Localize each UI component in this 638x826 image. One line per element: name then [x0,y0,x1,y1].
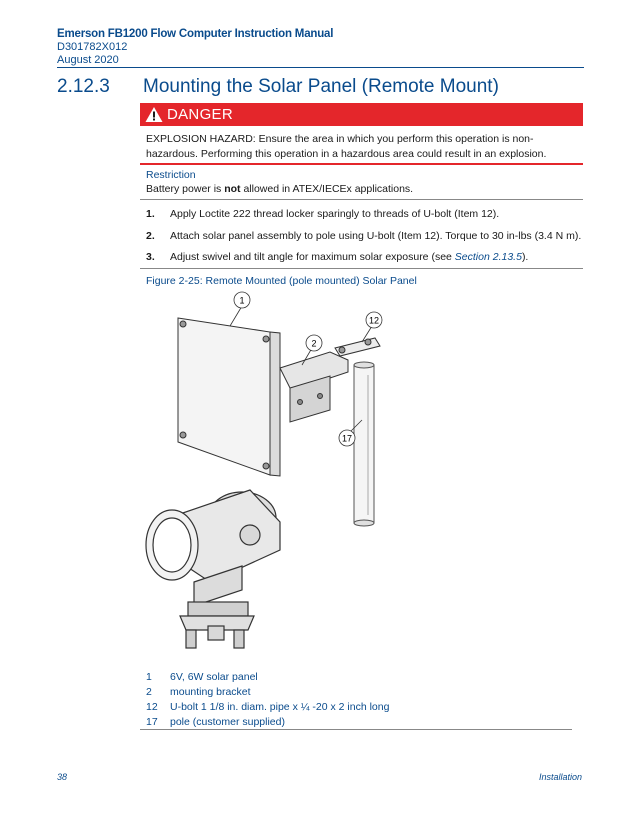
step-item [146,207,586,229]
figure-caption: Figure 2-25: Remote Mounted (pole mounted) Solar Panel [146,275,417,287]
section-link[interactable]: Section 2.13.5 [454,251,522,263]
step-number: 3. [146,251,155,263]
legend-row [146,685,576,700]
callout-label: 1 [239,295,245,306]
step-text: Apply Loctite 222 thread locker sparingly to threads of U-bolt (Item 12). [170,208,500,220]
pole-drawing [354,362,374,526]
section-title: Mounting the Solar Panel (Remote Mount) [143,76,499,97]
callout-1 [234,292,250,308]
callout-12 [366,312,382,328]
flow-computer-drawing [146,490,280,648]
legend-value: 6V, 6W solar panel [170,671,258,683]
restriction-text [146,183,413,195]
callout-2 [306,335,322,351]
figure-legend [146,670,576,730]
restriction-text-part: allowed in ATEX/IECEx applications. [240,183,414,195]
legend-row [146,715,576,730]
page-number: 38 [57,772,68,782]
solar-panel-drawing [178,318,280,476]
legend-value: mounting bracket [170,686,251,698]
steps-divider [140,268,583,269]
step-text-part: ). [521,251,529,263]
danger-divider [140,163,583,165]
step-text: Attach solar panel assembly to pole using U-bolt (Item 12). Torque to 30 in-lbs (3.4 N m). [170,229,582,242]
restriction-text-part: Battery power is [146,183,225,195]
restriction-emphasis: not [224,183,241,195]
legend-value: pole (customer supplied) [170,716,285,728]
callout-label: 17 [341,433,353,444]
legend-key: 2 [146,686,152,698]
step-text-part: Adjust swivel and tilt angle for maximum solar exposure (see [170,251,455,263]
doc-date: August 2020 [57,54,119,66]
legend-key: 1 [146,671,152,683]
footer-section: Installation [538,772,582,782]
step-number: 2. [146,229,155,242]
callout-label: 2 [311,338,317,349]
doc-number: D301782X012 [57,41,128,53]
legend-key: 17 [146,716,158,728]
header-divider [57,67,584,68]
callout-17 [339,430,355,446]
danger-text: EXPLOSION HAZARD: Ensure the area in which you perform this operation is non-hazardous. Performing this operation in a hazardous area could result in an explosion. [146,133,547,160]
mounting-bracket-drawing [280,352,348,422]
callout-label: 12 [368,315,380,326]
legend-value: U-bolt 1 1/8 in. diam. pipe x ¼ -20 x 2 inch long [170,701,390,713]
step-item [146,229,586,251]
restriction-title: Restriction [146,169,196,181]
step-text [170,250,528,264]
section-number: 2.12.3 [57,76,110,97]
manual-title: Emerson FB1200 Flow Computer Instruction Manual [57,28,334,40]
step-number: 1. [146,208,155,220]
legend-key: 12 [146,701,158,713]
legend-divider [140,729,572,730]
danger-banner [140,103,583,126]
legend-row [146,670,576,685]
danger-label: DANGER [167,106,233,123]
restriction-divider [140,199,583,200]
warning-triangle-icon [145,106,163,123]
solar-panel-figure [130,290,420,665]
procedure-steps [146,207,586,272]
running-header [57,28,333,67]
legend-row [146,700,576,715]
u-bolt-drawing [335,338,380,356]
